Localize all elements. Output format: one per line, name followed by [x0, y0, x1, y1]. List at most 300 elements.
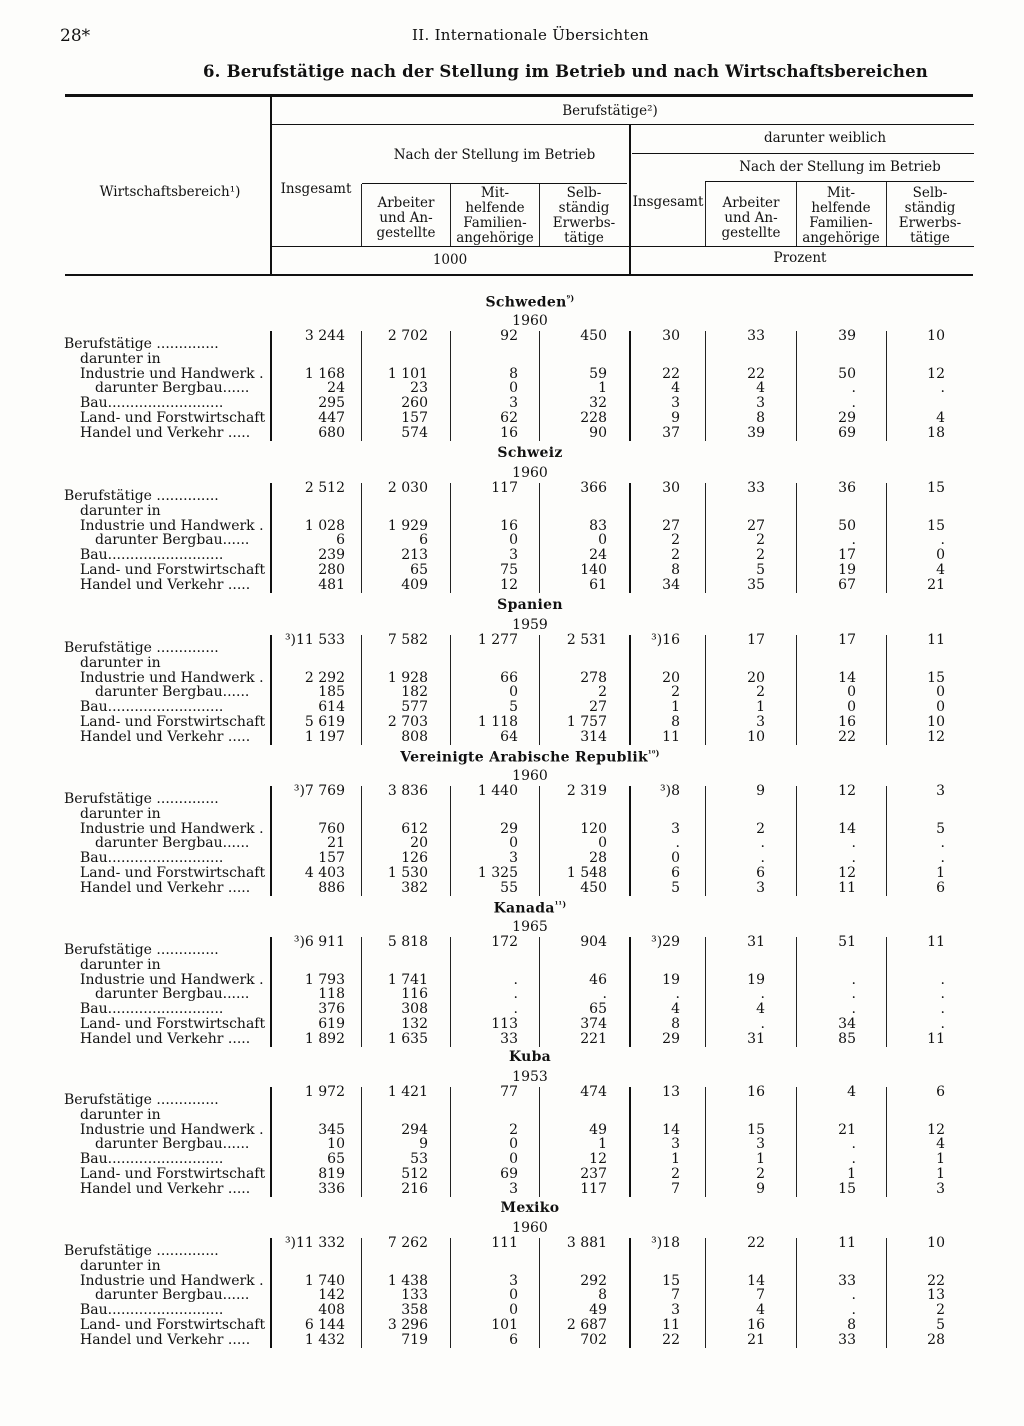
table-cell: 22 — [662, 1331, 680, 1348]
row-label: Handel und Verkehr ..... — [80, 1030, 251, 1047]
table-cell: 2 — [671, 547, 680, 564]
table-cell: 51 — [838, 934, 856, 950]
row-label: darunter in — [80, 805, 161, 822]
table-cell: 4 — [756, 380, 765, 397]
table-cell: ³)29 — [651, 934, 680, 950]
table-cell: 50 — [838, 365, 856, 382]
section-country-name — [380, 1049, 680, 1065]
table-cell: 1 740 — [304, 1272, 345, 1289]
table-cell: 8 — [671, 1016, 680, 1032]
table-cell: 182 — [401, 684, 428, 701]
table-cell: 336 — [318, 1180, 345, 1197]
section-country-name — [380, 748, 680, 766]
table-cell: 8 — [509, 365, 518, 382]
row-label: darunter in — [80, 654, 161, 671]
table-cell: 15 — [927, 480, 945, 496]
table-cell: 345 — [318, 1121, 345, 1138]
table-cell: 15 — [747, 1121, 765, 1138]
table-cell: 30 — [662, 480, 680, 496]
table-cell: 0 — [936, 699, 945, 716]
table-cell: 29 — [838, 410, 856, 426]
section-year: 1960 — [512, 768, 548, 784]
table-cell: 1 277 — [477, 632, 518, 648]
row-label: Industrie und Handwerk . — [80, 669, 264, 686]
table-cell: 239 — [318, 547, 345, 564]
table-cell: 886 — [318, 879, 345, 896]
table-cell: 6 — [671, 865, 680, 881]
table-cell: 11 — [662, 1317, 680, 1333]
table-cell: . — [940, 1001, 945, 1018]
table-cell: 5 619 — [304, 714, 345, 730]
section-country-label: Spanien — [497, 597, 563, 613]
row-label: Bau.......................... — [80, 699, 224, 716]
section-footnote-mark: ⁹) — [566, 293, 575, 303]
col-header-mithelfende: Mit- helfende Familien- angehörige — [456, 185, 534, 246]
table-cell: 5 — [936, 820, 945, 837]
row-label: Bau.......................... — [80, 395, 224, 412]
table-cell: ³)7 769 — [293, 783, 345, 799]
table-cell: 59 — [589, 365, 607, 382]
row-label: Land- und Forstwirtschaft — [80, 1166, 266, 1182]
table-cell: 819 — [318, 1166, 345, 1182]
table-cell: 14 — [838, 820, 856, 837]
table-cell: 18 — [927, 424, 945, 441]
table-cell: 3 — [756, 395, 765, 412]
table-cell: ³)18 — [651, 1235, 680, 1251]
table-cell: . — [851, 395, 856, 412]
table-cell: 31 — [747, 934, 765, 950]
table-cell: 17 — [747, 632, 765, 648]
table-cell: . — [940, 1016, 945, 1032]
table-cell: 1 741 — [387, 971, 428, 988]
row-label: Berufstätige .............. — [64, 488, 219, 504]
table-cell: . — [940, 835, 945, 852]
table-cell: 2 531 — [566, 632, 607, 648]
group-header-stellung: Nach der Stellung im Betrieb — [393, 147, 596, 163]
table-cell: 0 — [936, 684, 945, 701]
row-label: Handel und Verkehr ..... — [80, 424, 251, 441]
table-cell: 0 — [598, 835, 607, 852]
row-label: Berufstätige .............. — [64, 640, 219, 656]
table-cell: 34 — [838, 1016, 856, 1032]
table-cell: 20 — [747, 669, 765, 686]
table-cell: 22 — [927, 1272, 945, 1289]
table-cell: 11 — [662, 728, 680, 745]
table-cell: 904 — [580, 934, 607, 950]
table-cell: 3 — [671, 1302, 680, 1319]
section-country-name — [380, 293, 680, 311]
table-cell: 0 — [509, 1287, 518, 1304]
table-cell: . — [851, 850, 856, 867]
table-cell: 20 — [410, 835, 428, 852]
table-cell: 3 — [756, 1136, 765, 1153]
table-cell: 142 — [318, 1287, 345, 1304]
table-cell: 55 — [500, 879, 518, 896]
table-cell: 13 — [927, 1287, 945, 1304]
table-cell: 22 — [838, 728, 856, 745]
table-cell: 75 — [500, 562, 518, 578]
table-cell: 2 — [756, 532, 765, 549]
table-cell: 3 — [509, 547, 518, 564]
table-cell: 32 — [589, 395, 607, 412]
row-label: darunter in — [80, 1257, 161, 1274]
table-cell: 19 — [662, 971, 680, 988]
table-cell: 1 325 — [477, 865, 518, 881]
table-cell: 77 — [500, 1084, 518, 1100]
table-cell: 157 — [318, 850, 345, 867]
table-cell: 3 881 — [566, 1235, 607, 1251]
table-cell: 1 892 — [304, 1030, 345, 1047]
table-cell: 33 — [500, 1030, 518, 1047]
table-cell: 12 — [927, 365, 945, 382]
table-cell: ³)11 533 — [284, 632, 345, 648]
table-cell: 15 — [927, 669, 945, 686]
row-label: Land- und Forstwirtschaft — [80, 562, 266, 578]
section-country-label: Kuba — [508, 1049, 552, 1065]
header-rule-stellung-w — [705, 181, 974, 182]
table-cell: 7 — [756, 1287, 765, 1304]
table-cell: 126 — [401, 850, 428, 867]
table-cell: 11 — [927, 934, 945, 950]
table-cell: 27 — [589, 699, 607, 716]
table-cell: 2 — [756, 547, 765, 564]
table-cell: 12 — [589, 1151, 607, 1168]
table-cell: 10 — [927, 1235, 945, 1251]
table-cell: 12 — [927, 728, 945, 745]
table-cell: 474 — [580, 1084, 607, 1100]
table-cell: ³)8 — [660, 783, 680, 799]
row-label: Industrie und Handwerk . — [80, 365, 264, 382]
table-cell: 2 703 — [387, 714, 428, 730]
table-cell: 280 — [318, 562, 345, 578]
table-cell: 1 — [671, 1151, 680, 1168]
table-cell: 12 — [838, 783, 856, 799]
table-cell: 3 — [671, 820, 680, 837]
table-cell: 14 — [662, 1121, 680, 1138]
table-cell: 16 — [838, 714, 856, 730]
table-cell: 11 — [838, 879, 856, 896]
row-label: darunter Bergbau...... — [95, 532, 250, 549]
table-cell: 157 — [401, 410, 428, 426]
table-cell: 7 262 — [387, 1235, 428, 1251]
table-cell: . — [851, 1151, 856, 1168]
table-cell: . — [851, 1302, 856, 1319]
table-cell: 2 — [756, 684, 765, 701]
table-cell: 2 — [671, 1166, 680, 1182]
table-cell: 1 432 — [304, 1331, 345, 1348]
table-cell: 10 — [747, 728, 765, 745]
row-label: Industrie und Handwerk . — [80, 517, 264, 534]
table-cell: 15 — [838, 1180, 856, 1197]
table-cell: 49 — [589, 1121, 607, 1138]
table-cell: 0 — [509, 1302, 518, 1319]
table-cell: . — [513, 1001, 518, 1018]
table-cell: 221 — [580, 1030, 607, 1047]
table-cell: 36 — [838, 480, 856, 496]
table-cell: . — [851, 986, 856, 1003]
table-cell: 3 — [671, 395, 680, 412]
table-cell: . — [760, 835, 765, 852]
table-cell: 37 — [662, 424, 680, 441]
table-cell: 2 — [671, 532, 680, 549]
table-cell: 22 — [747, 1235, 765, 1251]
row-label: darunter in — [80, 350, 161, 367]
row-label: Berufstätige .............. — [64, 336, 219, 352]
table-cell: 46 — [589, 971, 607, 988]
table-cell: 366 — [580, 480, 607, 496]
table-cell: 83 — [589, 517, 607, 534]
table-cell: 90 — [589, 424, 607, 441]
table-cell: 1 101 — [387, 365, 428, 382]
table-cell: 1 635 — [387, 1030, 428, 1047]
table-cell: 1 972 — [304, 1084, 345, 1100]
row-label: Handel und Verkehr ..... — [80, 1180, 251, 1197]
table-cell: 17 — [838, 632, 856, 648]
row-label: Industrie und Handwerk . — [80, 1272, 264, 1289]
table-cell: 27 — [662, 517, 680, 534]
table-cell: 21 — [747, 1331, 765, 1348]
table-cell: 680 — [318, 424, 345, 441]
row-label: Bau.......................... — [80, 547, 224, 564]
header-vline-mithelfende — [539, 184, 540, 246]
table-cell: . — [513, 971, 518, 988]
table-cell: 278 — [580, 669, 607, 686]
section-year: 1959 — [512, 617, 548, 633]
table-cell: . — [760, 1016, 765, 1032]
table-cell: 3 — [509, 395, 518, 412]
top-rule — [65, 94, 973, 97]
table-cell: 450 — [580, 328, 607, 344]
page-number: 28* — [60, 26, 91, 46]
header-vline-w-insgesamt — [705, 182, 706, 246]
row-label: darunter Bergbau...... — [95, 1287, 250, 1304]
table-cell: . — [675, 986, 680, 1003]
table-cell: 450 — [580, 879, 607, 896]
table-cell: 1 — [756, 1151, 765, 1168]
table-cell: . — [940, 850, 945, 867]
table-cell: . — [851, 1136, 856, 1153]
table-cell: 14 — [747, 1272, 765, 1289]
table-cell: 120 — [580, 820, 607, 837]
table-cell: 9 — [671, 410, 680, 426]
table-cell: 67 — [838, 576, 856, 593]
table-cell: 2 — [509, 1121, 518, 1138]
table-cell: 260 — [401, 395, 428, 412]
table-cell: 0 — [847, 684, 856, 701]
row-label: darunter Bergbau...... — [95, 835, 250, 852]
table-cell: . — [940, 532, 945, 549]
table-cell: 7 — [671, 1287, 680, 1304]
table-cell: 3 — [509, 850, 518, 867]
table-cell: 5 — [509, 699, 518, 716]
group-header-weiblich: darunter weiblich — [763, 130, 887, 146]
table-cell: 2 — [598, 684, 607, 701]
table-cell: 65 — [327, 1151, 345, 1168]
table-cell: 16 — [747, 1084, 765, 1100]
table-cell: 117 — [580, 1180, 607, 1197]
table-cell: ³)6 911 — [293, 934, 345, 950]
group-header-berufstaetige: Berufstätige²) — [562, 103, 658, 119]
table-cell: 11 — [838, 1235, 856, 1251]
table-cell: 2 702 — [387, 328, 428, 344]
header-vline-arbeiter — [450, 184, 451, 246]
table-cell: 308 — [401, 1001, 428, 1018]
row-label: Handel und Verkehr ..... — [80, 576, 251, 593]
table-cell: 28 — [927, 1331, 945, 1348]
row-label: Berufstätige .............. — [64, 1243, 219, 1259]
row-label: darunter in — [80, 502, 161, 519]
table-cell: 5 — [936, 1317, 945, 1333]
table-cell: 2 292 — [304, 669, 345, 686]
table-cell: 10 — [927, 714, 945, 730]
table-cell: 2 — [936, 1302, 945, 1319]
table-cell: 132 — [401, 1016, 428, 1032]
table-cell: 0 — [509, 684, 518, 701]
unit-label-1000: 1000 — [432, 252, 468, 268]
table-cell: 3 296 — [387, 1317, 428, 1333]
table-cell: 760 — [318, 820, 345, 837]
table-cell: 65 — [589, 1001, 607, 1018]
group-header-stellung-w: Nach der Stellung im Betrieb — [739, 159, 941, 175]
table-cell: 614 — [318, 699, 345, 716]
table-cell: 50 — [838, 517, 856, 534]
table-cell: 33 — [747, 480, 765, 496]
row-label: Berufstätige .............. — [64, 942, 219, 958]
table-cell: 1 757 — [566, 714, 607, 730]
table-cell: 0 — [847, 699, 856, 716]
table-cell: 16 — [747, 1317, 765, 1333]
table-cell: 292 — [580, 1272, 607, 1289]
table-cell: 117 — [491, 480, 518, 496]
table-cell: 702 — [580, 1331, 607, 1348]
table-cell: 17 — [838, 547, 856, 564]
table-cell: 13 — [662, 1084, 680, 1100]
table-cell: 4 — [756, 1302, 765, 1319]
row-label: Handel und Verkehr ..... — [80, 728, 251, 745]
table-cell: 294 — [401, 1121, 428, 1138]
table-cell: 4 — [936, 562, 945, 578]
table-cell: 10 — [327, 1136, 345, 1153]
table-cell: 4 — [756, 1001, 765, 1018]
table-cell: 213 — [401, 547, 428, 564]
table-cell: 14 — [838, 669, 856, 686]
table-cell: 12 — [838, 865, 856, 881]
section-country-name — [380, 445, 680, 461]
row-label: Industrie und Handwerk . — [80, 1121, 264, 1138]
table-cell: 8 — [671, 562, 680, 578]
table-cell: 8 — [671, 714, 680, 730]
row-label: Land- und Forstwirtschaft — [80, 1317, 266, 1333]
table-cell: 2 319 — [566, 783, 607, 799]
table-cell: . — [602, 986, 607, 1003]
table-cell: 1 793 — [304, 971, 345, 988]
table-cell: 22 — [747, 365, 765, 382]
table-cell: 1 — [598, 380, 607, 397]
header-rule-stellung — [362, 183, 627, 184]
table-cell: 295 — [318, 395, 345, 412]
table-cell: 4 — [936, 410, 945, 426]
table-cell: 4 — [671, 380, 680, 397]
row-label: darunter in — [80, 956, 161, 973]
table-cell: 6 — [509, 1331, 518, 1348]
table-cell: 3 — [756, 714, 765, 730]
header-rule-units — [272, 246, 974, 247]
table-cell: 66 — [500, 669, 518, 686]
section-year: 1960 — [512, 1220, 548, 1236]
table-cell: 65 — [410, 562, 428, 578]
row-label: darunter Bergbau...... — [95, 380, 250, 397]
table-cell: 53 — [410, 1151, 428, 1168]
table-cell: 408 — [318, 1302, 345, 1319]
table-cell: 3 — [509, 1272, 518, 1289]
table-cell: 11 — [927, 632, 945, 648]
table-cell: 27 — [747, 517, 765, 534]
table-cell: 33 — [838, 1272, 856, 1289]
table-cell: 64 — [500, 728, 518, 745]
table-cell: 22 — [662, 365, 680, 382]
table-cell: 12 — [500, 576, 518, 593]
row-label: Berufstätige .............. — [64, 1092, 219, 1108]
table-cell: 0 — [671, 850, 680, 867]
table-cell: 20 — [662, 669, 680, 686]
table-cell: 1 — [671, 699, 680, 716]
table-title: 6. Berufstätige nach der Stellung im Betrieb und nach Wirtschaftsbereichen — [203, 62, 928, 81]
table-cell: 6 — [936, 1084, 945, 1100]
table-cell: 140 — [580, 562, 607, 578]
col-header-insgesamt: Insgesamt — [280, 181, 352, 197]
table-cell: 2 — [671, 684, 680, 701]
section-year: 1960 — [512, 313, 548, 329]
table-cell: 118 — [318, 986, 345, 1003]
table-cell: . — [851, 971, 856, 988]
table-cell: 34 — [662, 576, 680, 593]
table-cell: 31 — [747, 1030, 765, 1047]
table-cell: 1 — [936, 1151, 945, 1168]
table-cell: 6 — [936, 879, 945, 896]
table-cell: 8 — [847, 1317, 856, 1333]
table-cell: 1 — [936, 865, 945, 881]
header-rule-berufstaetige — [272, 124, 974, 125]
table-cell: 133 — [401, 1287, 428, 1304]
section-country-name — [380, 899, 680, 917]
table-cell: . — [851, 1001, 856, 1018]
table-cell: 7 — [671, 1180, 680, 1197]
section-footnote-mark: ¹¹) — [554, 899, 567, 909]
table-cell: 374 — [580, 1016, 607, 1032]
table-cell: 3 — [509, 1180, 518, 1197]
table-cell: 1 — [756, 699, 765, 716]
table-cell: 0 — [936, 547, 945, 564]
header-rule-weiblich — [632, 153, 974, 154]
table-cell: . — [851, 835, 856, 852]
table-cell: 39 — [747, 424, 765, 441]
table-cell: 719 — [401, 1331, 428, 1348]
table-cell: 19 — [747, 971, 765, 988]
table-cell: 4 — [847, 1084, 856, 1100]
table-cell: 2 — [756, 1166, 765, 1182]
table-cell: 4 — [936, 1136, 945, 1153]
table-cell: 619 — [318, 1016, 345, 1032]
table-cell: 21 — [327, 835, 345, 852]
row-label: Handel und Verkehr ..... — [80, 1331, 251, 1348]
section-year: 1953 — [512, 1069, 548, 1085]
section-year: 1965 — [512, 919, 548, 935]
table-cell: 4 403 — [304, 865, 345, 881]
col-header-w-mithelfende: Mit- helfende Familien- angehörige — [802, 185, 880, 246]
table-cell: 574 — [401, 424, 428, 441]
table-cell: 5 — [756, 562, 765, 578]
table-cell: 16 — [500, 424, 518, 441]
